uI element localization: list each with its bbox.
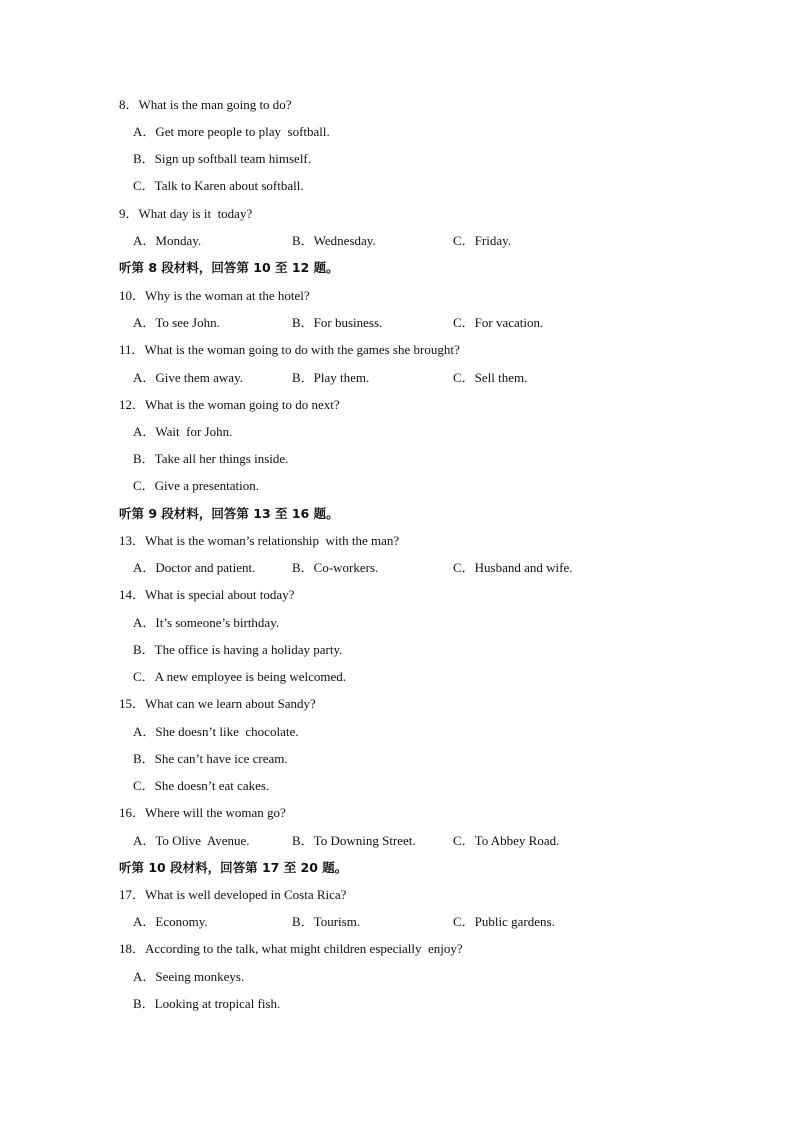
question-8-option-a: A．Get more people to play softball. <box>133 124 330 139</box>
question-9-option-b: B．Wednesday. <box>292 233 376 248</box>
question-11-option-b: B．Play them. <box>292 370 370 385</box>
question-14-option-b: B．The office is having a holiday party. <box>133 642 343 657</box>
question-13-option-a: A．Doctor and patient. <box>133 560 256 575</box>
question-15-option-a: A．She doesn’t like chocolate. <box>133 724 299 739</box>
question-9-stem: 9．What day is it today? <box>119 206 253 221</box>
question-18-stem: 18．According to the talk, what might children especially enjoy? <box>119 941 463 956</box>
question-14-stem: 14．What is special about today? <box>119 587 295 602</box>
question-8-option-c: C．Talk to Karen about softball. <box>133 178 304 193</box>
question-8-stem: 8．What is the man going to do? <box>119 97 292 112</box>
question-14-option-c: C．A new employee is being welcomed. <box>133 669 347 684</box>
question-10-stem: 10．Why is the woman at the hotel? <box>119 288 310 303</box>
question-11-option-a: A．Give them away. <box>133 370 243 385</box>
question-14-option-a: A．It’s someone’s birthday. <box>133 615 280 630</box>
question-11-stem: 11．What is the woman going to do with the games she brought? <box>119 342 460 357</box>
question-18-option-a: A．Seeing monkeys. <box>133 969 245 984</box>
question-16-option-c: C．To Abbey Road. <box>453 833 560 848</box>
question-10-option-c: C．For vacation. <box>453 315 544 330</box>
question-12-stem: 12．What is the woman going to do next? <box>119 397 340 412</box>
question-12-option-a: A．Wait for John. <box>133 424 233 439</box>
question-9-option-a: A．Monday. <box>133 233 202 248</box>
question-15-option-b: B．She can’t have ice cream. <box>133 751 288 766</box>
question-12-option-c: C．Give a presentation. <box>133 478 259 493</box>
question-17-option-a: A．Economy. <box>133 914 208 929</box>
question-9-option-c: C．Friday. <box>453 233 512 248</box>
section-heading-9: 听第 9 段材料，回答第 13 至 16 题。 <box>119 506 339 521</box>
question-17-option-b: B．Tourism. <box>292 914 361 929</box>
question-13-option-b: B．Co-workers. <box>292 560 379 575</box>
question-13-option-c: C．Husband and wife. <box>453 560 573 575</box>
question-13-stem: 13．What is the woman’s relationship with the man? <box>119 533 400 548</box>
question-8-option-b: B．Sign up softball team himself. <box>133 151 312 166</box>
section-heading-8: 听第 8 段材料，回答第 10 至 12 题。 <box>119 260 339 275</box>
question-18-option-b: B．Looking at tropical fish. <box>133 996 281 1011</box>
question-16-stem: 16．Where will the woman go? <box>119 805 286 820</box>
section-heading-10: 听第 10 段材料，回答第 17 至 20 题。 <box>119 860 348 875</box>
question-15-option-c: C．She doesn’t eat cakes. <box>133 778 270 793</box>
question-16-option-a: A．To Olive Avenue. <box>133 833 250 848</box>
question-10-option-b: B．For business. <box>292 315 383 330</box>
question-15-stem: 15．What can we learn about Sandy? <box>119 696 316 711</box>
question-11-option-c: C．Sell them. <box>453 370 528 385</box>
question-17-stem: 17．What is well developed in Costa Rica? <box>119 887 347 902</box>
question-10-option-a: A．To see John. <box>133 315 220 330</box>
question-16-option-b: B．To Downing Street. <box>292 833 416 848</box>
question-12-option-b: B．Take all her things inside. <box>133 451 289 466</box>
question-17-option-c: C．Public gardens. <box>453 914 555 929</box>
